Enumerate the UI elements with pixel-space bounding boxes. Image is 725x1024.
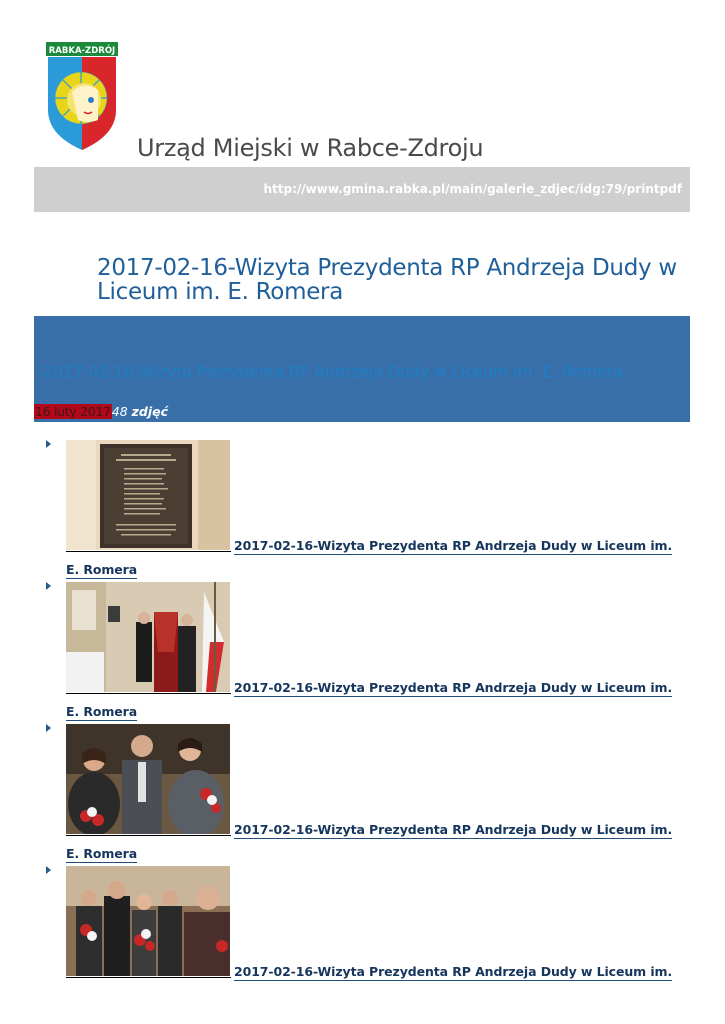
gallery-item-link[interactable]: 2017-02-16-Wizyta Prezydenta RP Andrzeja Dudy w Liceum im.: [234, 680, 673, 695]
gallery-item-link[interactable]: E. Romera: [66, 562, 138, 577]
list-bullet-icon: [46, 582, 51, 590]
list-bullet-icon: [46, 440, 51, 448]
gallery-thumbnail-group[interactable]: [66, 866, 230, 976]
gallery-panel-title: 2017-02-16-Wizyta Prezydenta RP Andrzeja Dudy w Liceum im. E. Romera: [43, 362, 623, 381]
rabka-zdroj-coat-of-arms-logo: [44, 40, 120, 152]
gallery-item-link[interactable]: E. Romera: [66, 704, 138, 719]
gallery-item-link[interactable]: 2017-02-16-Wizyta Prezydenta RP Andrzeja Dudy w Liceum im.: [234, 822, 673, 837]
photo-count-number: 48: [111, 404, 128, 419]
gallery-meta: [34, 404, 168, 420]
page-url: http://www.gmina.rabka.pl/main/galerie_zdjec/idg:79/printpdf: [263, 182, 682, 196]
gallery-date-badge: 16 luty 2017: [35, 404, 111, 419]
list-bullet-icon: [46, 866, 51, 874]
thumbnail-underline: [66, 835, 231, 836]
logo-text: RABKA-ZDRÓJ: [48, 46, 116, 56]
photo-count-label: zdjęć: [131, 404, 169, 419]
photo-count: [112, 404, 168, 419]
gallery-thumbnail-plaque[interactable]: [66, 440, 230, 550]
list-bullet-icon: [46, 724, 51, 732]
gallery-panel: [34, 316, 690, 422]
gallery-item-link[interactable]: 2017-02-16-Wizyta Prezydenta RP Andrzeja Dudy w Liceum im.: [234, 538, 673, 553]
gallery-item-link[interactable]: 2017-02-16-Wizyta Prezydenta RP Andrzeja Dudy w Liceum im.: [234, 964, 673, 979]
thumbnail-underline: [66, 693, 231, 694]
site-title: Urząd Miejski w Rabce-Zdroju: [137, 134, 484, 162]
gallery-thumbnail-guests[interactable]: [66, 724, 230, 834]
thumbnail-underline: [66, 551, 231, 552]
gallery-heading: 2017-02-16-Wizyta Prezydenta RP Andrzeja Dudy w Liceum im. E. Romera: [97, 255, 677, 305]
url-bar: [34, 167, 690, 212]
gallery-item-link[interactable]: E. Romera: [66, 846, 138, 861]
gallery-thumbnail-flag-guard[interactable]: [66, 582, 230, 692]
thumbnail-underline: [66, 977, 231, 978]
